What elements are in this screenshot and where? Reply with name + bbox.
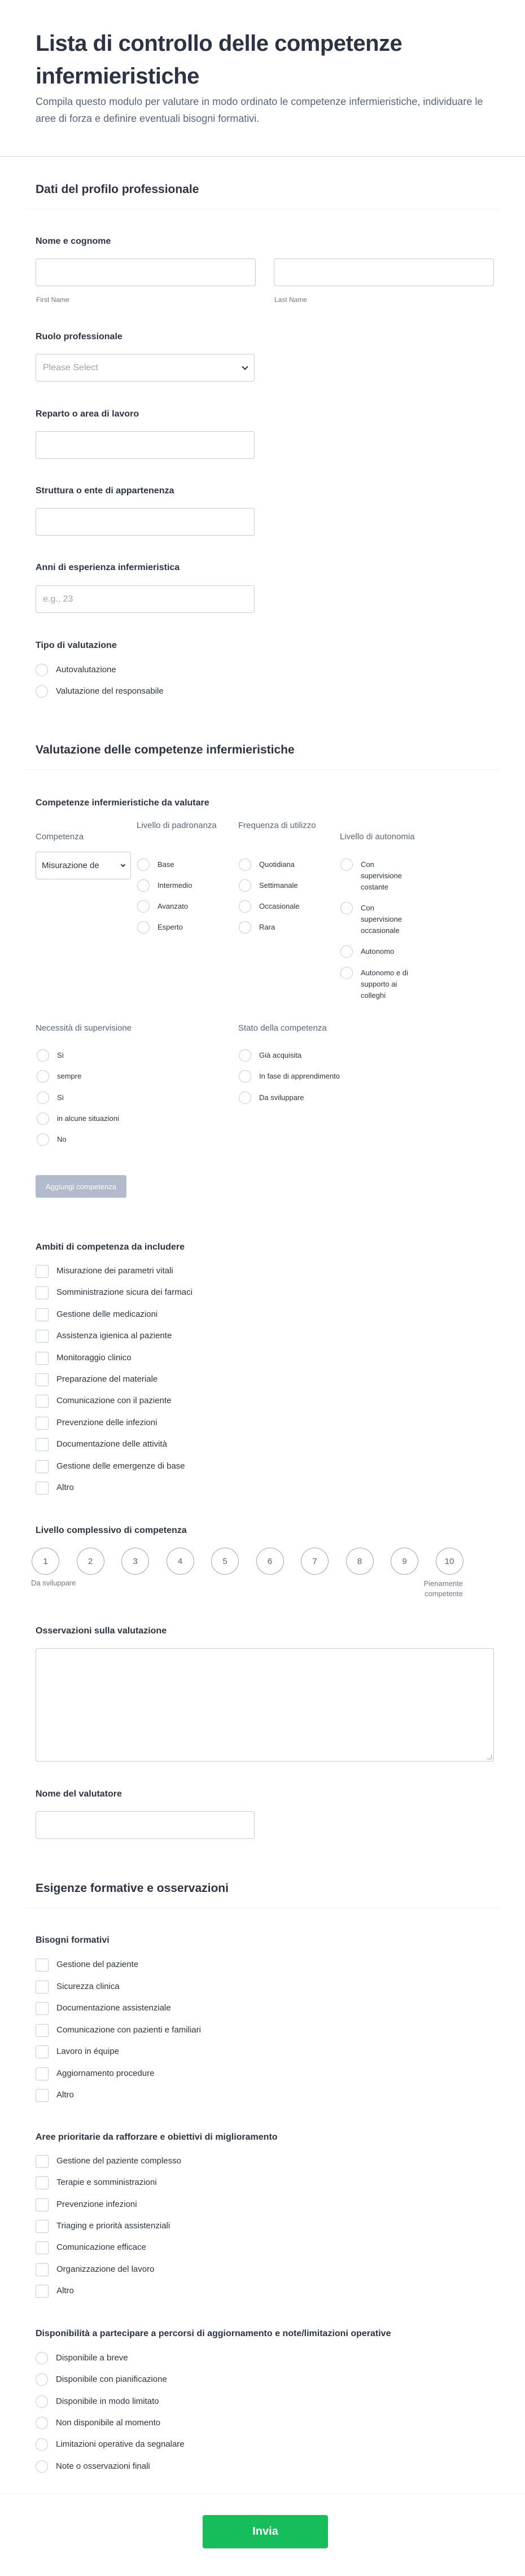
- notes-textarea[interactable]: [36, 1648, 494, 1762]
- availability-label: Disponibilità a partecipare a percorsi di aggiornamento e note/limitazioni operative: [36, 2329, 391, 2338]
- availability-option[interactable]: [36, 2374, 167, 2386]
- matrix-header-stato: Stato della competenza: [238, 1023, 327, 1033]
- checkbox[interactable]: [36, 1395, 49, 1408]
- option-label: Avanzato: [158, 902, 188, 910]
- radio-button[interactable]: [37, 1049, 49, 1062]
- rating-scale: [32, 1548, 478, 1575]
- notes-label: Osservazioni sulla valutazione: [36, 1626, 167, 1636]
- area-option[interactable]: [36, 1374, 158, 1386]
- radio-button[interactable]: [137, 879, 150, 892]
- radio-button[interactable]: [36, 2395, 48, 2408]
- radio-button[interactable]: [37, 1070, 49, 1083]
- supervisione-option[interactable]: [37, 1134, 67, 1146]
- option-label: Con supervisione costante: [361, 860, 402, 891]
- availability-option[interactable]: [36, 2461, 150, 2473]
- autonomia-option[interactable]: [340, 903, 414, 936]
- option-label: Comunicazione efficace: [56, 2242, 146, 2253]
- radio-button[interactable]: [36, 2438, 48, 2451]
- option-label: Gestione delle emergenze di base: [56, 1461, 185, 1471]
- option-label: No: [57, 1135, 67, 1144]
- experience-label: Anni di esperienza infermieristica: [36, 563, 180, 572]
- supervisione-option[interactable]: [37, 1113, 119, 1125]
- area-option[interactable]: [36, 1309, 158, 1321]
- rating-option[interactable]: 8: [346, 1548, 374, 1575]
- option-label: Prevenzione infezioni: [56, 2199, 137, 2209]
- eval-type-option[interactable]: [36, 664, 116, 676]
- radio-button[interactable]: [137, 921, 150, 934]
- rating-option[interactable]: 3: [121, 1548, 149, 1575]
- priority-option[interactable]: [36, 2220, 170, 2233]
- area-option[interactable]: [36, 1352, 132, 1365]
- scale-max-label: Pienamente competente: [423, 1579, 463, 1598]
- radio-button[interactable]: [36, 2373, 48, 2386]
- option-label: Non disponibile al momento: [56, 2417, 161, 2428]
- need-option[interactable]: [36, 1981, 120, 1994]
- option-label: sempre: [57, 1072, 82, 1081]
- option-label: Autonomo: [361, 947, 395, 956]
- frequenza-option[interactable]: [239, 901, 300, 913]
- checkbox[interactable]: [36, 2024, 49, 2037]
- checkbox[interactable]: [36, 2067, 49, 2080]
- experience-input[interactable]: [36, 585, 255, 613]
- rating-option[interactable]: 9: [391, 1548, 418, 1575]
- matrix-header-padronanza: Livello di padronanza: [137, 821, 217, 830]
- radio-button[interactable]: [37, 1112, 49, 1125]
- checkbox[interactable]: [36, 1981, 49, 1994]
- role-label: Ruolo professionale: [36, 332, 123, 341]
- radio-button[interactable]: [239, 900, 251, 913]
- eval-type-option[interactable]: [36, 686, 164, 698]
- checkbox[interactable]: [36, 2089, 49, 2102]
- supervisione-option[interactable]: [37, 1050, 64, 1062]
- facility-label: Struttura o ente di appartenenza: [36, 486, 174, 496]
- option-label: Misurazione dei parametri vitali: [56, 1266, 173, 1276]
- checkbox[interactable]: [36, 1330, 49, 1343]
- option-label: Settimanale: [259, 881, 298, 890]
- radio-button[interactable]: [340, 967, 353, 979]
- option-label: Con supervisione occasionale: [361, 904, 402, 935]
- option-label: Limitazioni operative da segnalare: [56, 2439, 185, 2450]
- radio-button[interactable]: [36, 2352, 48, 2364]
- option-label: Organizzazione del lavoro: [56, 2264, 155, 2274]
- autonomia-option[interactable]: [340, 946, 414, 958]
- option-label: Valutazione del responsabile: [56, 686, 164, 696]
- section-divider: [25, 769, 500, 770]
- option-label: Autonomo e di supporto ai colleghi: [361, 969, 408, 1000]
- evaluator-input[interactable]: [36, 1811, 255, 1839]
- area-option[interactable]: [36, 1330, 172, 1343]
- availability-option[interactable]: [36, 2396, 159, 2408]
- priority-option[interactable]: [36, 2156, 181, 2168]
- name-label: Nome e cognome: [36, 236, 111, 246]
- last-name-sublabel: Last Name: [274, 296, 308, 304]
- radio-button[interactable]: [36, 2417, 48, 2429]
- radio-button[interactable]: [239, 1092, 251, 1104]
- supervisione-option[interactable]: [37, 1071, 81, 1083]
- stato-option[interactable]: [239, 1050, 301, 1062]
- checkbox[interactable]: [36, 2045, 49, 2058]
- radio-button[interactable]: [239, 858, 251, 871]
- need-option[interactable]: [36, 2025, 201, 2037]
- area-option[interactable]: [36, 1439, 167, 1451]
- chevron-down-icon: [121, 862, 125, 866]
- rating-option[interactable]: 7: [301, 1548, 329, 1575]
- area-option[interactable]: [36, 1482, 74, 1495]
- checkbox[interactable]: [36, 2263, 49, 2276]
- option-label: Altro: [56, 2090, 74, 2100]
- option-label: Altro: [56, 2285, 74, 2295]
- department-input[interactable]: [36, 431, 255, 459]
- checkbox[interactable]: [36, 1373, 49, 1386]
- option-label: Terapie e somministrazioni: [56, 2178, 157, 2188]
- option-label: Rara: [259, 923, 275, 931]
- section-title-profile: Dati del profilo professionale: [36, 183, 199, 196]
- role-select[interactable]: [36, 354, 255, 382]
- area-option[interactable]: [36, 1395, 171, 1408]
- areas-label: Ambiti di competenza da includere: [36, 1242, 185, 1252]
- option-label: Comunicazione con pazienti e familiari: [56, 2025, 201, 2035]
- option-label: Occasionale: [259, 902, 300, 910]
- need-option[interactable]: [36, 1959, 138, 1972]
- rating-option[interactable]: 4: [167, 1548, 194, 1575]
- option-label: Già acquisita: [259, 1051, 302, 1059]
- header-divider: [0, 156, 525, 157]
- need-option[interactable]: [36, 2046, 119, 2058]
- checkbox[interactable]: [36, 2002, 49, 2015]
- rating-option[interactable]: 6: [256, 1548, 284, 1575]
- scale-label: Livello complessivo di competenza: [36, 1526, 187, 1535]
- availability-option[interactable]: [36, 2417, 160, 2429]
- option-label: Prevenzione delle infezioni: [56, 1417, 158, 1427]
- checkbox[interactable]: [36, 1265, 49, 1278]
- option-label: Note o osservazioni finali: [56, 2461, 150, 2471]
- radio-button[interactable]: [36, 685, 48, 698]
- checkbox[interactable]: [36, 1286, 49, 1299]
- area-option[interactable]: [36, 1461, 185, 1473]
- checkbox[interactable]: [36, 2155, 49, 2168]
- rating-option[interactable]: 5: [211, 1548, 239, 1575]
- rating-option[interactable]: 10: [436, 1548, 463, 1575]
- area-option[interactable]: [36, 1265, 173, 1278]
- competenza-select-value: Misurazione de: [42, 861, 99, 870]
- padronanza-option[interactable]: [137, 901, 188, 913]
- checkbox[interactable]: [36, 2241, 49, 2254]
- stato-option[interactable]: [239, 1092, 304, 1104]
- option-label: Gestione delle medicazioni: [56, 1309, 158, 1319]
- priorities-label: Aree prioritarie da rafforzare e obiettivi di miglioramento: [36, 2132, 278, 2142]
- option-label: in alcune situazioni: [57, 1114, 119, 1123]
- option-label: Gestione del paziente complesso: [56, 2156, 181, 2166]
- checkbox[interactable]: [36, 1482, 49, 1495]
- radio-button[interactable]: [239, 1049, 251, 1062]
- padronanza-option[interactable]: [137, 859, 174, 871]
- option-label: Da sviluppare: [259, 1093, 304, 1102]
- area-option[interactable]: [36, 1287, 193, 1299]
- rating-option[interactable]: 2: [77, 1548, 104, 1575]
- section-title-training: Esigenze formative e osservazioni: [36, 1882, 229, 1895]
- checkbox[interactable]: [36, 2220, 49, 2233]
- radio-button[interactable]: [340, 858, 353, 871]
- option-label: Aggiornamento procedure: [56, 2068, 155, 2078]
- checkbox[interactable]: [36, 1438, 49, 1451]
- frequenza-option[interactable]: [239, 880, 298, 892]
- radio-button[interactable]: [36, 2460, 48, 2473]
- matrix-label: Competenze infermieristiche da valutare: [36, 798, 209, 808]
- role-select-placeholder: Please Select: [43, 362, 98, 373]
- radio-button[interactable]: [137, 900, 150, 913]
- availability-option[interactable]: [36, 2352, 128, 2364]
- frequenza-option[interactable]: [239, 922, 275, 934]
- page-title: Lista di controllo delle competenze infermieristiche: [36, 31, 403, 89]
- area-option[interactable]: [36, 1417, 157, 1430]
- availability-option[interactable]: [36, 2439, 185, 2451]
- supervisione-option[interactable]: [37, 1092, 64, 1104]
- radio-button[interactable]: [137, 858, 150, 871]
- option-label: Documentazione delle attività: [56, 1439, 167, 1449]
- first-name-sublabel: First Name: [36, 296, 69, 304]
- option-label: Lavoro in équipe: [56, 2047, 119, 2056]
- stato-option[interactable]: [239, 1071, 340, 1083]
- priority-option[interactable]: [36, 2242, 146, 2254]
- padronanza-option[interactable]: [137, 922, 183, 934]
- option-label: In fase di apprendimento: [259, 1072, 340, 1081]
- autonomia-option-group: [340, 859, 414, 1011]
- autonomia-option[interactable]: [340, 859, 414, 893]
- priority-option[interactable]: [36, 2177, 157, 2189]
- first-name-input[interactable]: [36, 259, 256, 286]
- radio-button[interactable]: [239, 921, 251, 934]
- radio-button[interactable]: [37, 1092, 49, 1104]
- radio-button[interactable]: [340, 945, 353, 958]
- need-option[interactable]: [36, 2003, 171, 2015]
- option-label: Autovalutazione: [56, 665, 116, 674]
- checkbox[interactable]: [36, 2285, 49, 2298]
- scale-min-label: Da sviluppare: [31, 1579, 76, 1587]
- option-label: Base: [158, 860, 174, 869]
- resize-handle-icon[interactable]: [487, 1755, 492, 1759]
- option-label: Esperto: [158, 923, 183, 931]
- radio-button[interactable]: [340, 902, 353, 914]
- matrix-header-frequenza: Frequenza di utilizzo: [238, 821, 316, 830]
- option-label: Comunicazione con il paziente: [56, 1396, 172, 1406]
- option-label: Disponibile con pianificazione: [56, 2375, 167, 2385]
- matrix-header-supervisione: Necessità di supervisione: [36, 1023, 132, 1033]
- checkbox[interactable]: [36, 2176, 49, 2189]
- page-description: Compila questo modulo per valutare in modo ordinato le competenze infermieristiche, individuare le aree di forza e definire eventuali bisogni formativi.: [36, 96, 483, 124]
- need-option[interactable]: [36, 2089, 74, 2102]
- priority-option[interactable]: [36, 2285, 74, 2298]
- option-label: Somministrazione sicura dei farmaci: [56, 1287, 193, 1298]
- checkbox[interactable]: [36, 1308, 49, 1321]
- checkbox[interactable]: [36, 1417, 49, 1430]
- competenza-select[interactable]: [36, 852, 131, 879]
- eval-type-label: Tipo di valutazione: [36, 641, 117, 650]
- radio-button[interactable]: [37, 1133, 49, 1146]
- padronanza-option[interactable]: [137, 880, 192, 892]
- matrix-header-competenza: Competenza: [36, 832, 84, 842]
- option-label: Sicurezza clinica: [56, 1981, 120, 1991]
- department-label: Reparto o area di lavoro: [36, 409, 139, 419]
- option-label: Disponibile in modo limitato: [56, 2396, 159, 2406]
- chevron-down-icon: [242, 363, 248, 370]
- priority-option[interactable]: [36, 2199, 137, 2211]
- section-title-assessment: Valutazione delle competenze infermieristiche: [36, 743, 295, 756]
- option-label: Assistenza igienica al paziente: [56, 1331, 172, 1341]
- last-name-input[interactable]: [274, 259, 494, 286]
- frequenza-option[interactable]: [239, 859, 295, 871]
- radio-button[interactable]: [239, 879, 251, 892]
- option-label: Documentazione assistenziale: [56, 2003, 171, 2013]
- add-competence-button[interactable]: Aggiungi competenza: [36, 1175, 126, 1198]
- submit-button[interactable]: Invia: [203, 2515, 328, 2548]
- option-label: Altro: [56, 1483, 74, 1492]
- facility-input[interactable]: [36, 508, 255, 536]
- needs-label: Bisogni formativi: [36, 1935, 110, 1945]
- radio-button[interactable]: [239, 1070, 251, 1083]
- option-label: Preparazione del materiale: [56, 1374, 158, 1384]
- priority-option[interactable]: [36, 2264, 154, 2276]
- radio-button[interactable]: [36, 664, 48, 676]
- checkbox[interactable]: [36, 1959, 49, 1972]
- option-label: Sì: [57, 1051, 64, 1059]
- option-label: Monitoraggio clinico: [56, 1352, 132, 1363]
- checkbox[interactable]: [36, 1352, 49, 1365]
- option-label: Triaging e priorità assistenziali: [56, 2220, 170, 2231]
- rating-option[interactable]: 1: [32, 1548, 59, 1575]
- option-label: Quotidiana: [259, 860, 295, 869]
- checkbox[interactable]: [36, 2198, 49, 2211]
- option-label: Gestione del paziente: [56, 1960, 139, 1969]
- notes-textarea-wrap: [36, 1648, 494, 1762]
- option-label: Disponibile a breve: [56, 2353, 128, 2363]
- evaluator-label: Nome del valutatore: [36, 1789, 122, 1799]
- autonomia-option[interactable]: [340, 967, 414, 1001]
- need-option[interactable]: [36, 2068, 154, 2080]
- option-label: Intermedio: [158, 881, 193, 890]
- option-label: Sì: [57, 1093, 64, 1102]
- matrix-header-autonomia: Livello di autonomia: [340, 832, 415, 842]
- checkbox[interactable]: [36, 1460, 49, 1473]
